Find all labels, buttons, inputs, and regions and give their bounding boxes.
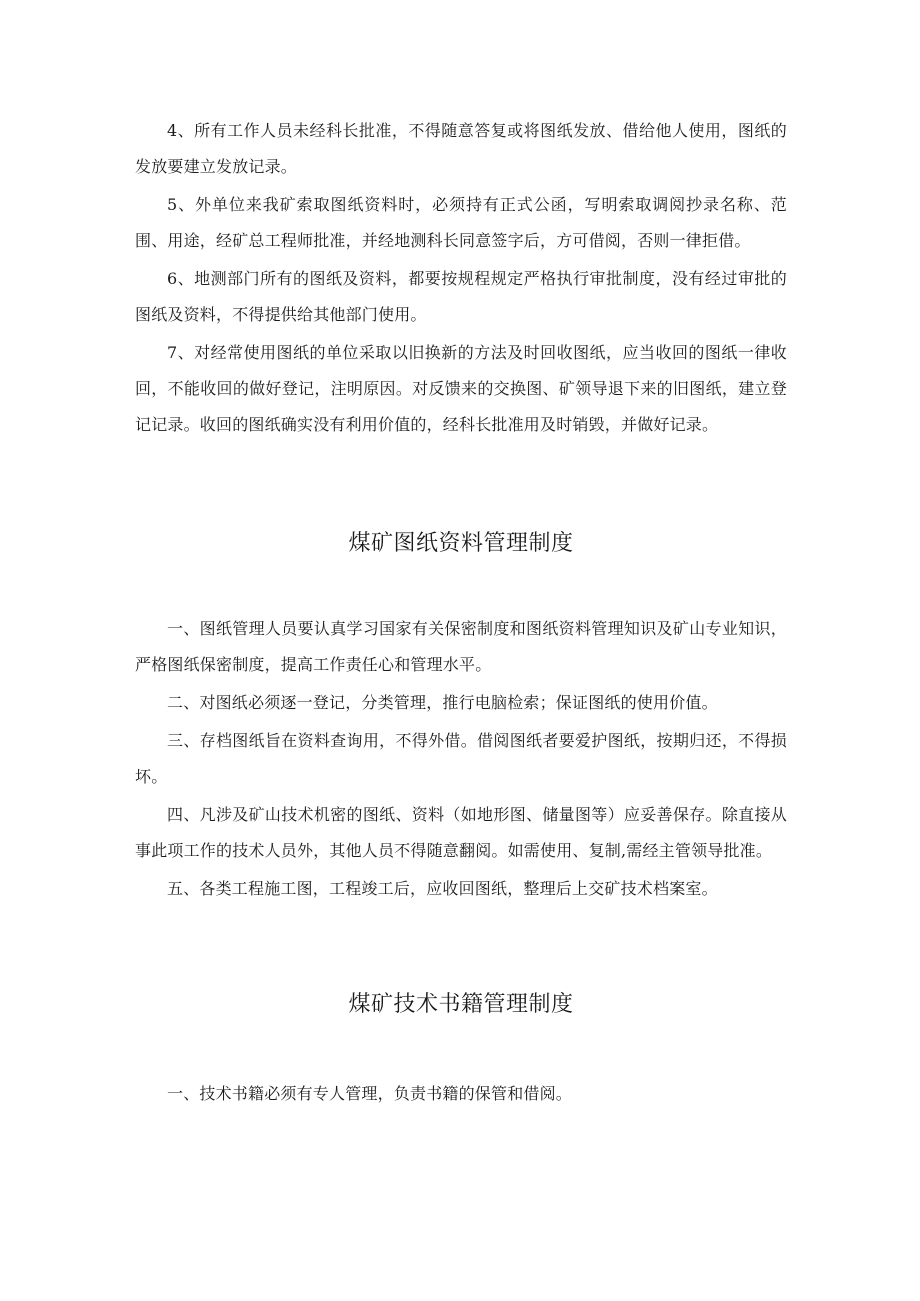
books-clause-1: 一、技术书籍必须有专人管理，负责书籍的保管和借阅。 <box>167 1084 573 1103</box>
regulation-continuation-section <box>135 113 787 443</box>
drawings-clause-5: 五、各类工程施工图，工程竣工后，应收回图纸，整理后上交矿技术档案室。 <box>167 879 718 898</box>
books-regulation-title: 煤矿技术书籍管理制度 <box>348 992 574 1017</box>
paragraph-item-5: 5、外单位来我矿索取图纸资料时，必须持有正式公函，写明索取调阅抄录名称、范围、用途，经矿总工程师批准，并经地测科长同意签字后，方可借阅，否则一律拒借。 <box>135 195 787 250</box>
paragraph-item-4: 4、所有工作人员未经科长批准，不得随意答复或将图纸发放、借给他人使用，图纸的发放要建立发放记录。 <box>135 121 787 176</box>
paragraph-item-6: 6、地测部门所有的图纸及资料，都要按规程规定严格执行审批制度，没有经过审批的图纸及资料，不得提供给其他部门使用。 <box>135 269 787 324</box>
drawings-clause-1: 一、图纸管理人员要认真学习国家有关保密制度和图纸资料管理知识及矿山专业知识，严格图纸保密制度，提高工作责任心和管理水平。 <box>135 619 787 674</box>
drawings-clause-4: 四、凡涉及矿山技术机密的图纸、资料（如地形图、储量图等）应妥善保存。除直接从事此项工作的技术人员外，其他人员不得随意翻阅。如需使用、复制,需经主管领导批准。 <box>135 805 787 860</box>
drawings-regulation-section <box>135 611 787 907</box>
drawings-clause-2: 二、对图纸必须逐一登记，分类管理，推行电脑检索；保证图纸的使用价值。 <box>167 693 718 712</box>
books-regulation-section <box>135 1076 787 1112</box>
paragraph-item-7: 7、对经常使用图纸的单位采取以旧换新的方法及时回收图纸，应当收回的图纸一律收回，不能收回的做好登记，注明原因。对反馈来的交换图、矿领导退下来的旧图纸，建立登记记录。收回的图纸确实没有利用价值的，经科长批准用及时销毁，并做好记录。 <box>135 343 787 434</box>
drawings-regulation-title: 煤矿图纸资料管理制度 <box>348 531 574 556</box>
drawings-clause-3: 三、存档图纸旨在资料查询用，不得外借。借阅图纸者要爱护图纸，按期归还，不得损坏。 <box>135 731 787 786</box>
